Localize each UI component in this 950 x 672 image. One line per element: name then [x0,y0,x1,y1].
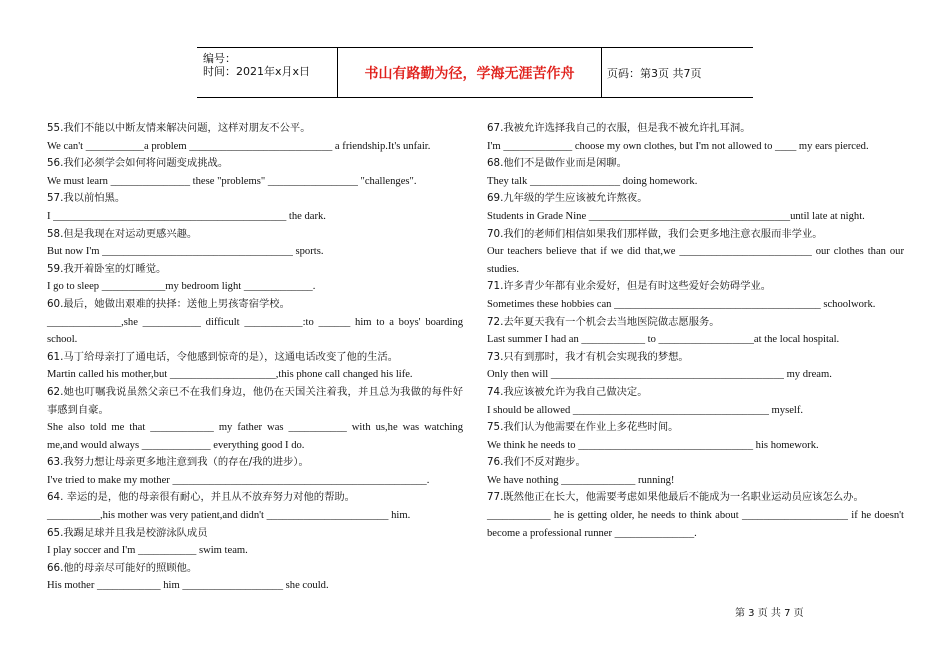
question-prompt: 75.我们认为他需要在作业上多花些时间。 [487,421,679,434]
answer-line: We can't ___________a problem ___________________________ a friendship.It's unfair. [47,140,431,152]
right-column [487,120,904,542]
answer-line: Martin called his mother,but ____________________,this phone call changed his life. [47,369,413,381]
answer-line: ____________ he is getting older, he needs to think about ____________________ if he doesn't become a professional runner _______________. [487,510,904,539]
question-prompt: 60.最后，她做出艰难的抉择：送他上男孩寄宿学校。 [47,297,290,310]
header-page-label [601,48,753,97]
answer-line: She also told me that ____________ my father was ___________ with us,he was watching me,and would always _____________ everything good I do. [47,422,463,451]
question-prompt: 55.我们不能以中断友情来解决问题，这样对朋友不公平。 [47,122,311,134]
question-prompt: 72.去年夏天我有一个机会去当地医院做志愿服务。 [487,315,720,328]
left-column [47,120,463,595]
answer-line: Only then will ____________________________________________ my dream. [487,369,832,381]
number-label: 编号： [203,52,236,65]
answer-line: I'm _____________ choose my own clothes, but I'm not allowed to ____ my ears pierced. [487,140,869,152]
question-prompt: 69.九年级的学生应该被允许熬夜。 [487,192,648,205]
question-prompt: 59.我开着卧室的灯睡觉。 [47,262,167,275]
question-prompt: 76.我们不反对跑步。 [487,456,586,469]
answer-line: Sometimes these hobbies can _______________________________________ schoolwork. [487,298,876,310]
answer-line: We think he needs to _________________________________ his homework. [487,439,819,451]
answer-line: They talk _________________ doing homework. [487,175,698,187]
question-prompt: 61.马丁给母亲打了通电话，令他感到惊奇的是），这通电话改变了他的生活。 [47,350,399,363]
question-prompt: 58.但是我现在对运动更感兴趣。 [47,227,198,240]
question-prompt: 65.我踢足球并且我是校游泳队成员 [47,526,208,539]
answer-line: __________,his mother was very patient,and didn't _______________________ him. [47,510,411,522]
question-prompt: 73.只有到那时，我才有机会实现我的梦想。 [487,350,689,363]
answer-line: But now I'm ____________________________________ sports. [47,246,324,258]
answer-line: Last summer I had an ____________ to __________________at the local hospital. [487,334,840,346]
question-prompt: 70.我们的老师们相信如果我们那样做，我们会更多地注意衣服而非学业。 [487,227,823,240]
answer-line: I've tried to make my mother ________________________________________________. [47,474,430,486]
answer-line: I ____________________________________________ the dark. [47,210,326,222]
answer-line: His mother ____________ him ___________________ she could. [47,580,329,592]
page-footer: 第 3 页 共 7 页 [735,608,804,619]
answer-line: I play soccer and I'm ___________ swim team. [47,545,248,557]
motto-text: 书山有路勤为径，学海无涯苦作舟 [364,65,575,82]
question-prompt: 77.既然他正在长大，他需要考虑如果他最后不能成为一名职业运动员应该怎么办。 [487,491,864,504]
question-prompt: 64. 幸运的是，他的母亲很有耐心，并且从不放弃努力对他的帮助。 [47,491,355,504]
answer-line: We have nothing ______________ running! [487,474,675,486]
question-prompt: 67.我被允许选择我自己的衣服，但是我不被允许扎耳洞。 [487,122,751,134]
question-prompt: 57.我以前怕黑。 [47,192,126,205]
question-prompt: 63.我努力想让母亲更多地注意到我（的存在/我的进步）。 [47,456,309,469]
question-prompt: 56.我们必须学会如何将问题变成挑战。 [47,157,229,170]
answer-line: Our teachers believe that if we did that,we _________________________ our clothes than our studies. [487,246,904,275]
question-prompt: 68.他们不是做作业而是闲聊。 [487,157,627,170]
page-label: 页码：第3页 共7页 [607,66,702,80]
header-motto [338,48,602,97]
answer-line: Students in Grade Nine ______________________________________until late at night. [487,210,865,222]
answer-line: ______________,she ___________ difficult ___________:to ______ him to a boys' boarding school. [47,316,463,346]
question-prompt: 71.许多青少年都有业余爱好，但是有时这些爱好会妨碍学业。 [487,280,772,293]
question-prompt: 66.他的母亲尽可能好的照顾他。 [47,561,198,574]
answer-line: I should be allowed _____________________________________ myself. [487,404,804,416]
answer-line: We must learn _______________ these "problems" _________________ "challenges". [47,175,417,187]
header-meta [197,48,338,97]
question-prompt: 74.我应该被允许为我自己做决定。 [487,385,648,398]
time-label: 时间：2021年x月x日 [203,65,311,78]
answer-line: I go to sleep ____________my bedroom light _____________. [47,281,316,293]
page-header [197,47,753,98]
question-prompt: 62.她也叮嘱我说虽然父亲已不在我们身边，他仍在天国关注着我，并且总为我做的每件好事感到自豪。 [47,385,463,416]
